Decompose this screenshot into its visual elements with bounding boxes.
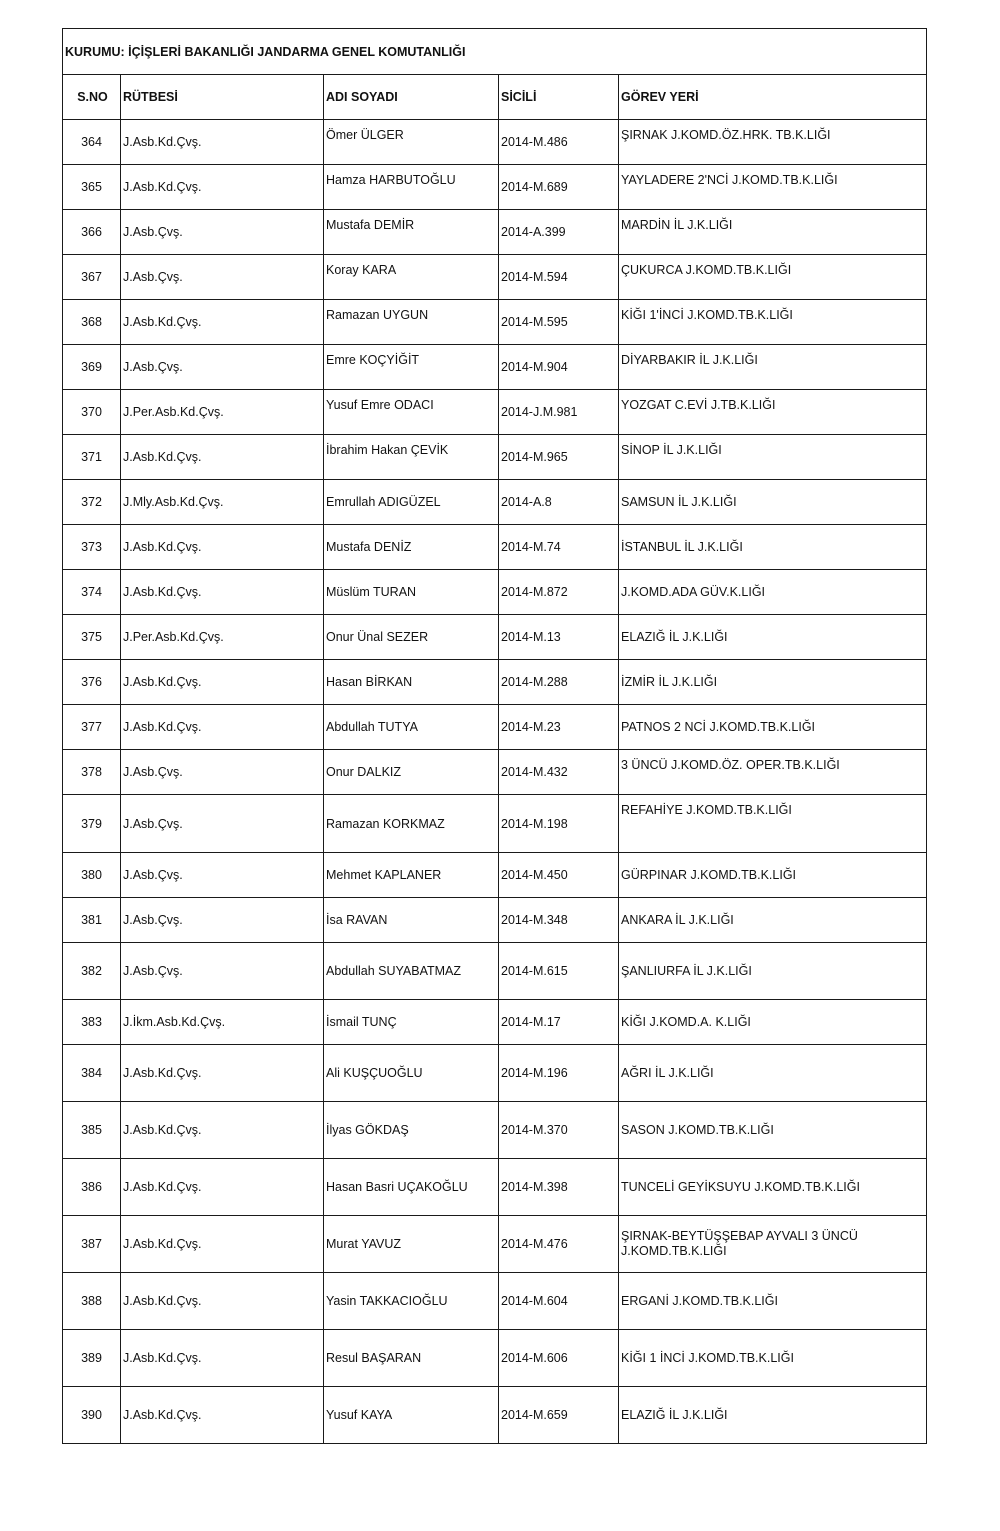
cell-name: Ramazan KORKMAZ	[324, 795, 499, 853]
cell-registry: 2014-A.8	[499, 480, 619, 525]
cell-name: Hasan Basri UÇAKOĞLU	[324, 1159, 499, 1216]
table-row	[63, 570, 927, 615]
cell-rank: J.Asb.Kd.Çvş.	[121, 1159, 324, 1216]
cell-name: Yasin TAKKACIOĞLU	[324, 1273, 499, 1330]
cell-rank: J.Asb.Kd.Çvş.	[121, 435, 324, 480]
cell-location: ANKARA İL J.K.LIĞI	[619, 898, 927, 943]
cell-no: 380	[63, 853, 121, 898]
cell-name: Mustafa DEMİR	[324, 210, 499, 255]
cell-location: SAMSUN İL J.K.LIĞI	[619, 480, 927, 525]
table-row	[63, 1000, 927, 1045]
table-row	[63, 1216, 927, 1273]
cell-location: YOZGAT C.EVİ J.TB.K.LIĞI	[619, 390, 927, 435]
cell-name: Mehmet KAPLANER	[324, 853, 499, 898]
cell-registry: 2014-M.615	[499, 943, 619, 1000]
cell-registry: 2014-M.17	[499, 1000, 619, 1045]
cell-location: KİĞI J.KOMD.A. K.LIĞI	[619, 1000, 927, 1045]
cell-no: 375	[63, 615, 121, 660]
table-row	[63, 120, 927, 165]
cell-rank: J.Asb.Kd.Çvş.	[121, 1330, 324, 1387]
cell-rank: J.Asb.Kd.Çvş.	[121, 525, 324, 570]
cell-location: SASON J.KOMD.TB.K.LIĞI	[619, 1102, 927, 1159]
table-row	[63, 660, 927, 705]
cell-location: İSTANBUL İL J.K.LIĞI	[619, 525, 927, 570]
table-row	[63, 300, 927, 345]
cell-name: Koray KARA	[324, 255, 499, 300]
cell-name: Yusuf KAYA	[324, 1387, 499, 1444]
cell-no: 367	[63, 255, 121, 300]
personnel-list-sheet	[62, 28, 926, 1444]
cell-no: 381	[63, 898, 121, 943]
cell-location: J.KOMD.ADA GÜV.K.LIĞI	[619, 570, 927, 615]
table-row	[63, 750, 927, 795]
cell-rank: J.Asb.Kd.Çvş.	[121, 165, 324, 210]
cell-name: Yusuf Emre ODACI	[324, 390, 499, 435]
cell-rank: J.Asb.Çvş.	[121, 255, 324, 300]
cell-rank: J.Asb.Kd.Çvş.	[121, 300, 324, 345]
cell-rank: J.Asb.Kd.Çvş.	[121, 1045, 324, 1102]
cell-registry: 2014-M.594	[499, 255, 619, 300]
table-row	[63, 615, 927, 660]
cell-registry: 2014-M.198	[499, 795, 619, 853]
cell-rank: J.Per.Asb.Kd.Çvş.	[121, 390, 324, 435]
cell-location: İZMİR İL J.K.LIĞI	[619, 660, 927, 705]
table-row	[63, 345, 927, 390]
cell-name: İsmail TUNÇ	[324, 1000, 499, 1045]
cell-registry: 2014-J.M.981	[499, 390, 619, 435]
cell-rank: J.Asb.Kd.Çvş.	[121, 1387, 324, 1444]
cell-no: 386	[63, 1159, 121, 1216]
cell-rank: J.Asb.Çvş.	[121, 853, 324, 898]
header-location: GÖREV YERİ	[619, 75, 927, 120]
table-row	[63, 165, 927, 210]
cell-rank: J.Asb.Kd.Çvş.	[121, 705, 324, 750]
cell-location: 3 ÜNCÜ J.KOMD.ÖZ. OPER.TB.K.LIĞI	[619, 750, 927, 795]
cell-name: Onur DALKIZ	[324, 750, 499, 795]
table-row	[63, 390, 927, 435]
cell-no: 372	[63, 480, 121, 525]
cell-no: 369	[63, 345, 121, 390]
table-row	[63, 1045, 927, 1102]
cell-rank: J.Asb.Kd.Çvş.	[121, 1216, 324, 1273]
cell-location: ELAZIĞ İL J.K.LIĞI	[619, 615, 927, 660]
cell-no: 384	[63, 1045, 121, 1102]
cell-registry: 2014-M.872	[499, 570, 619, 615]
table-row	[63, 435, 927, 480]
cell-registry: 2014-M.904	[499, 345, 619, 390]
cell-rank: J.Asb.Çvş.	[121, 750, 324, 795]
cell-registry: 2014-M.370	[499, 1102, 619, 1159]
cell-no: 376	[63, 660, 121, 705]
cell-registry: 2014-M.196	[499, 1045, 619, 1102]
cell-no: 389	[63, 1330, 121, 1387]
cell-no: 378	[63, 750, 121, 795]
cell-name: Hasan BİRKAN	[324, 660, 499, 705]
cell-rank: J.Asb.Kd.Çvş.	[121, 1273, 324, 1330]
cell-registry: 2014-M.659	[499, 1387, 619, 1444]
cell-name: Onur Ünal SEZER	[324, 615, 499, 660]
cell-rank: J.Mly.Asb.Kd.Çvş.	[121, 480, 324, 525]
header-no: S.NO	[63, 75, 121, 120]
cell-name: Emrullah ADIGÜZEL	[324, 480, 499, 525]
cell-registry: 2014-M.288	[499, 660, 619, 705]
cell-location: ŞIRNAK-BEYTÜŞŞEBAP AYVALI 3 ÜNCÜ J.KOMD.TB.K.LIĞI	[619, 1216, 927, 1273]
cell-name: Mustafa DENİZ	[324, 525, 499, 570]
cell-registry: 2014-M.604	[499, 1273, 619, 1330]
table-row	[63, 1273, 927, 1330]
cell-rank: J.Asb.Kd.Çvş.	[121, 120, 324, 165]
cell-location: MARDİN İL J.K.LIĞI	[619, 210, 927, 255]
cell-location: REFAHİYE J.KOMD.TB.K.LIĞI	[619, 795, 927, 853]
cell-location: ŞIRNAK J.KOMD.ÖZ.HRK. TB.K.LIĞI	[619, 120, 927, 165]
table-row	[63, 1102, 927, 1159]
cell-location: GÜRPINAR J.KOMD.TB.K.LIĞI	[619, 853, 927, 898]
cell-name: Abdullah SUYABATMAZ	[324, 943, 499, 1000]
cell-no: 373	[63, 525, 121, 570]
cell-registry: 2014-M.965	[499, 435, 619, 480]
institution-title: KURUMU: İÇİŞLERİ BAKANLIĞI JANDARMA GENEL KOMUTANLIĞI	[63, 29, 927, 75]
table-row	[63, 705, 927, 750]
cell-location: ERGANİ J.KOMD.TB.K.LIĞI	[619, 1273, 927, 1330]
cell-location: KİĞI 1 İNCİ J.KOMD.TB.K.LIĞI	[619, 1330, 927, 1387]
table-row	[63, 255, 927, 300]
table-row	[63, 853, 927, 898]
table-row	[63, 898, 927, 943]
cell-registry: 2014-M.74	[499, 525, 619, 570]
cell-location: AĞRI İL J.K.LIĞI	[619, 1045, 927, 1102]
table-row	[63, 525, 927, 570]
cell-registry: 2014-A.399	[499, 210, 619, 255]
cell-name: İsa RAVAN	[324, 898, 499, 943]
cell-registry: 2014-M.348	[499, 898, 619, 943]
cell-registry: 2014-M.432	[499, 750, 619, 795]
cell-no: 388	[63, 1273, 121, 1330]
cell-no: 387	[63, 1216, 121, 1273]
cell-location: ELAZIĞ İL J.K.LIĞI	[619, 1387, 927, 1444]
cell-name: Murat YAVUZ	[324, 1216, 499, 1273]
cell-no: 368	[63, 300, 121, 345]
cell-registry: 2014-M.486	[499, 120, 619, 165]
cell-registry: 2014-M.13	[499, 615, 619, 660]
cell-no: 390	[63, 1387, 121, 1444]
cell-rank: J.Asb.Çvş.	[121, 210, 324, 255]
cell-name: İlyas GÖKDAŞ	[324, 1102, 499, 1159]
cell-no: 383	[63, 1000, 121, 1045]
cell-registry: 2014-M.450	[499, 853, 619, 898]
cell-no: 365	[63, 165, 121, 210]
table-row	[63, 1387, 927, 1444]
cell-registry: 2014-M.23	[499, 705, 619, 750]
cell-registry: 2014-M.595	[499, 300, 619, 345]
header-rank: RÜTBESİ	[121, 75, 324, 120]
personnel-table	[62, 28, 927, 1444]
cell-location: YAYLADERE 2'NCİ J.KOMD.TB.K.LIĞI	[619, 165, 927, 210]
cell-location: TUNCELİ GEYİKSUYU J.KOMD.TB.K.LIĞI	[619, 1159, 927, 1216]
cell-rank: J.Per.Asb.Kd.Çvş.	[121, 615, 324, 660]
cell-name: Resul BAŞARAN	[324, 1330, 499, 1387]
cell-location: ŞANLIURFA İL J.K.LIĞI	[619, 943, 927, 1000]
cell-rank: J.İkm.Asb.Kd.Çvş.	[121, 1000, 324, 1045]
cell-name: Emre KOÇYİĞİT	[324, 345, 499, 390]
cell-location: SİNOP İL J.K.LIĞI	[619, 435, 927, 480]
cell-no: 370	[63, 390, 121, 435]
cell-rank: J.Asb.Kd.Çvş.	[121, 570, 324, 615]
cell-location: PATNOS 2 NCİ J.KOMD.TB.K.LIĞI	[619, 705, 927, 750]
cell-name: Müslüm TURAN	[324, 570, 499, 615]
cell-name: Ömer ÜLGER	[324, 120, 499, 165]
cell-name: Ali KUŞÇUOĞLU	[324, 1045, 499, 1102]
cell-name: Ramazan UYGUN	[324, 300, 499, 345]
table-row	[63, 210, 927, 255]
cell-registry: 2014-M.476	[499, 1216, 619, 1273]
cell-no: 377	[63, 705, 121, 750]
table-row	[63, 943, 927, 1000]
cell-rank: J.Asb.Kd.Çvş.	[121, 1102, 324, 1159]
table-row	[63, 1330, 927, 1387]
cell-name: İbrahim Hakan ÇEVİK	[324, 435, 499, 480]
cell-registry: 2014-M.398	[499, 1159, 619, 1216]
table-row	[63, 480, 927, 525]
cell-registry: 2014-M.689	[499, 165, 619, 210]
cell-no: 366	[63, 210, 121, 255]
cell-location: DİYARBAKIR İL J.K.LIĞI	[619, 345, 927, 390]
cell-no: 371	[63, 435, 121, 480]
cell-rank: J.Asb.Çvş.	[121, 345, 324, 390]
cell-location: KİĞI 1'İNCİ J.KOMD.TB.K.LIĞI	[619, 300, 927, 345]
cell-name: Abdullah TUTYA	[324, 705, 499, 750]
cell-location: ÇUKURCA J.KOMD.TB.K.LIĞI	[619, 255, 927, 300]
cell-name: Hamza HARBUTOĞLU	[324, 165, 499, 210]
table-row	[63, 795, 927, 853]
header-registry: SİCİLİ	[499, 75, 619, 120]
cell-registry: 2014-M.606	[499, 1330, 619, 1387]
cell-rank: J.Asb.Çvş.	[121, 898, 324, 943]
cell-no: 374	[63, 570, 121, 615]
table-header-row	[63, 75, 927, 120]
cell-rank: J.Asb.Çvş.	[121, 795, 324, 853]
cell-no: 382	[63, 943, 121, 1000]
cell-rank: J.Asb.Çvş.	[121, 943, 324, 1000]
header-name: ADI SOYADI	[324, 75, 499, 120]
table-row	[63, 1159, 927, 1216]
cell-no: 364	[63, 120, 121, 165]
cell-no: 379	[63, 795, 121, 853]
cell-no: 385	[63, 1102, 121, 1159]
cell-rank: J.Asb.Kd.Çvş.	[121, 660, 324, 705]
